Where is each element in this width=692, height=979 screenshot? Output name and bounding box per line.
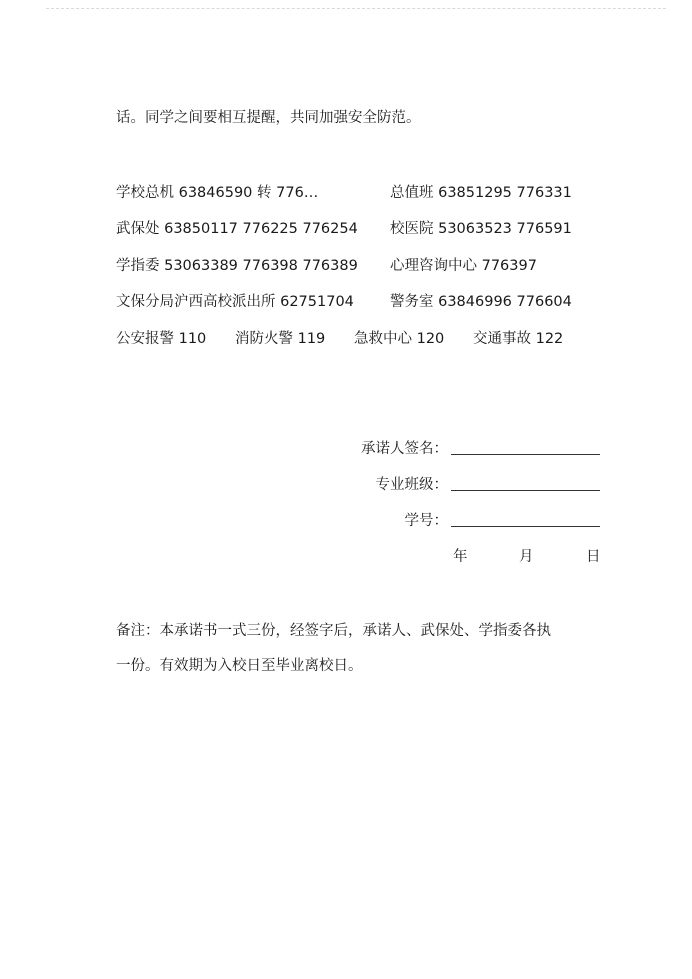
contact-right: 警务室 63846996 776604 xyxy=(390,294,572,310)
promisor-signature-label: 承诺人签名： xyxy=(361,441,448,457)
note-line-2: 一份。有效期为入校日至毕业离校日。 xyxy=(116,658,363,674)
class-label: 专业班级： xyxy=(375,477,448,493)
promisor-signature-field[interactable] xyxy=(451,454,600,455)
student-id-label: 学号： xyxy=(404,513,448,529)
intro-text: 话。同学之间要相互提醒，共同加强安全防范。 xyxy=(116,110,421,126)
police-number: 公安报警 110 xyxy=(116,331,207,347)
date-month: 月 xyxy=(519,549,534,565)
contact-right: 校医院 53063523 776591 xyxy=(390,221,572,237)
student-id-field[interactable] xyxy=(451,526,600,527)
contact-left: 学指委 53063389 776398 776389 xyxy=(116,258,358,274)
class-field[interactable] xyxy=(451,490,600,491)
date-day: 日 xyxy=(586,549,601,565)
traffic-number: 交通事故 122 xyxy=(473,331,564,347)
contact-right: 总值班 63851295 776331 xyxy=(390,185,572,201)
contact-right: 心理咨询中心 776397 xyxy=(390,258,537,274)
contact-left: 学校总机 63846590 转 776… xyxy=(116,185,319,201)
ambulance-number: 急救中心 120 xyxy=(354,331,445,347)
contact-left: 武保处 63850117 776225 776254 xyxy=(116,221,358,237)
student-id-row xyxy=(300,510,600,532)
promisor-signature-row xyxy=(300,438,600,460)
fire-number: 消防火警 119 xyxy=(235,331,326,347)
date-year: 年 xyxy=(453,549,468,565)
note-line-1: 备注：本承诺书一式三份，经签字后，承诺人、武保处、学指委各执 xyxy=(116,623,551,639)
contact-left: 文保分局沪西高校派出所 62751704 xyxy=(116,294,354,310)
class-row xyxy=(300,474,600,496)
page-top-border xyxy=(46,8,666,9)
